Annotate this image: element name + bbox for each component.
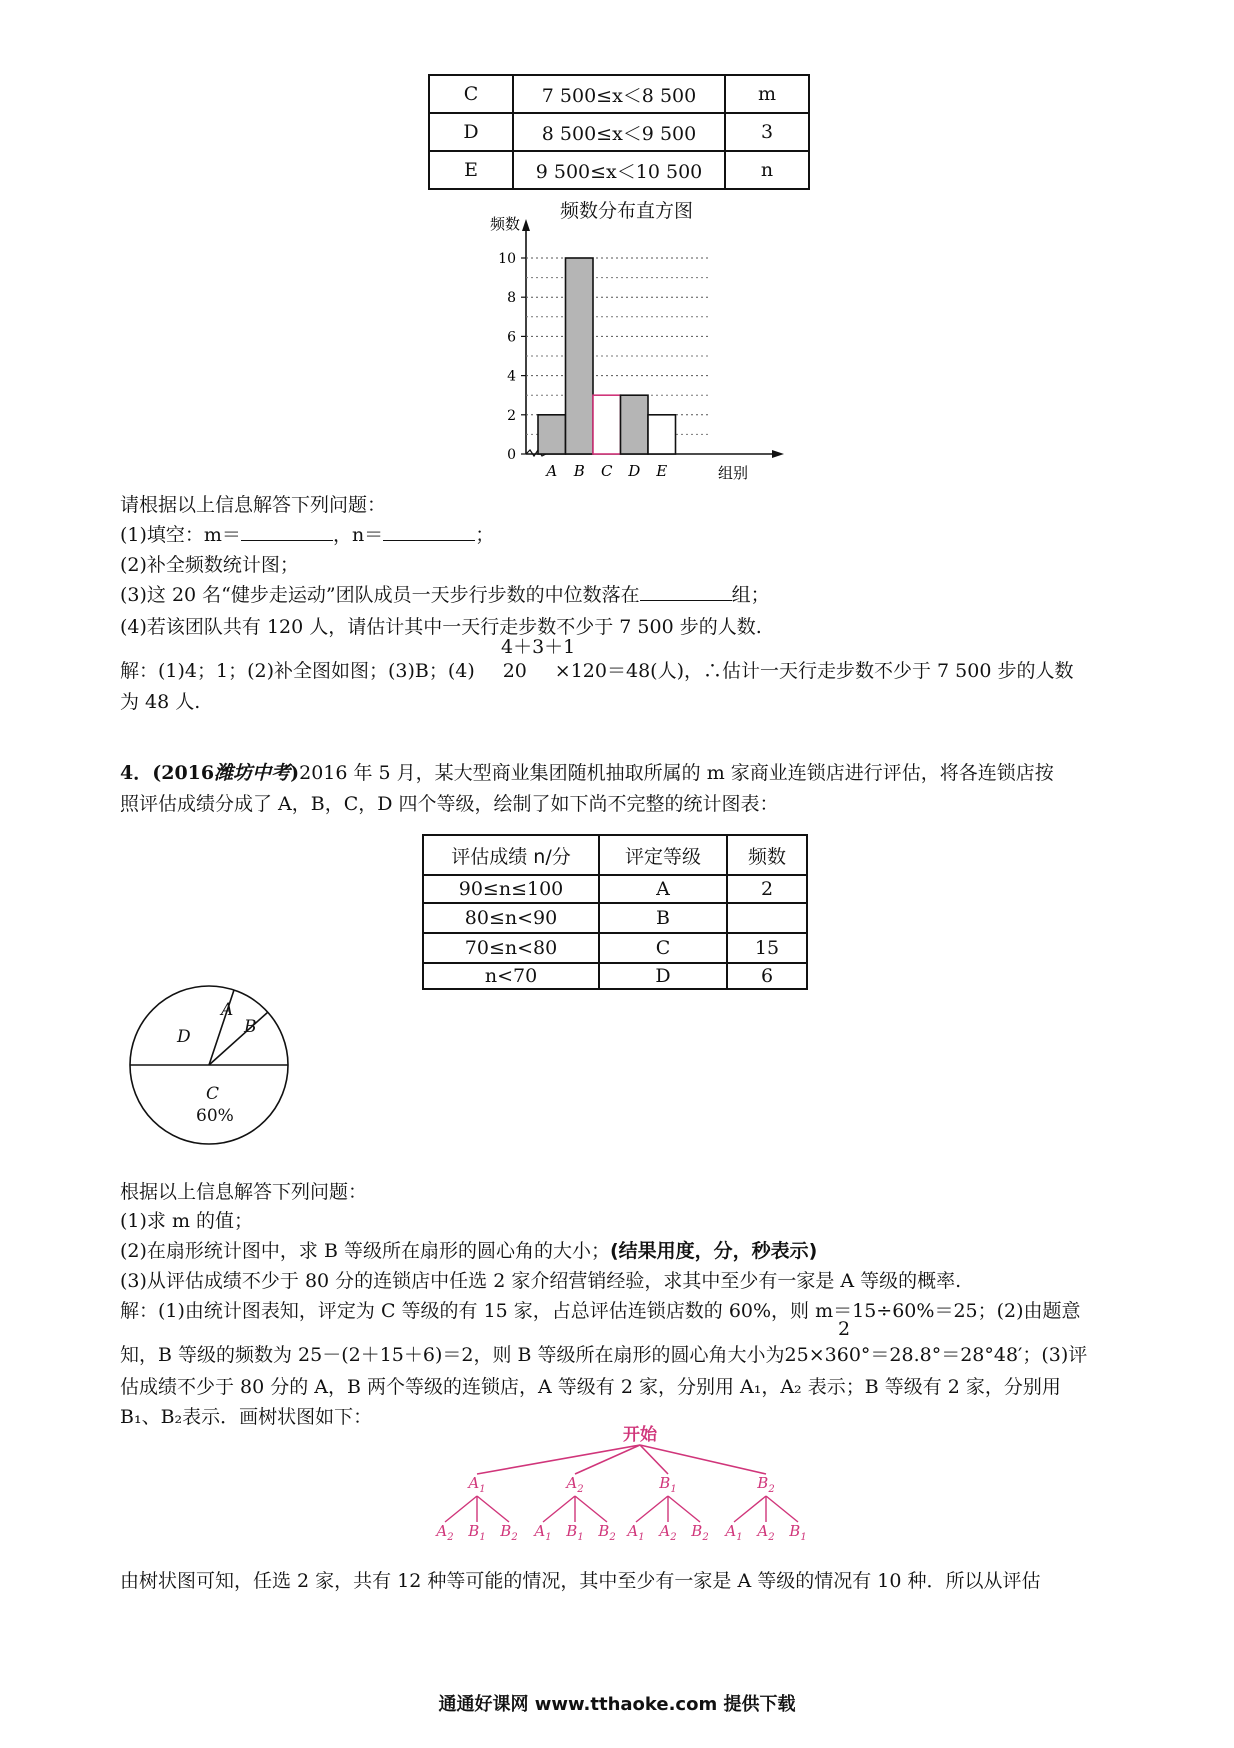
table-cell — [727, 903, 807, 933]
question-number: 4． — [120, 762, 153, 784]
question-4-line-2: 照评估成绩分成了 A，B，C，D 四个等级，绘制了如下尚不完整的统计图表： — [120, 793, 779, 815]
tree-branch — [543, 1496, 575, 1522]
pie-label-b: B — [244, 1017, 257, 1037]
y-tick-label: 2 — [507, 407, 516, 424]
tree-node: $B_1$ — [659, 1474, 677, 1495]
question-text: ，n＝ — [332, 524, 384, 546]
bar-c — [593, 395, 621, 454]
table-cell: n<70 — [423, 963, 599, 989]
table-header: 评定等级 — [599, 835, 727, 875]
table-row — [423, 903, 807, 933]
y-tick-label: 10 — [498, 251, 516, 267]
question-4-line-1 — [120, 758, 1054, 785]
table-header-row — [423, 835, 807, 875]
table-cell: 2 — [727, 875, 807, 903]
fraction-denominator: 25 — [784, 1344, 809, 1366]
tree-branch — [477, 1445, 640, 1474]
tree-leaf: $A_1$ — [725, 1522, 743, 1543]
question-part-3 — [120, 580, 770, 607]
answer-line-end: 为 48 人. — [120, 691, 201, 713]
answer-text: ×120＝48(人)，∴估计一天行走步数不少于 7 500 步的人数 — [554, 660, 1074, 682]
tree-leaf: $A_2$ — [436, 1522, 454, 1543]
question-part-4: (4)若该团队共有 120 人，请估计其中一天行走步数不少于 7 500 步的人数. — [120, 616, 762, 638]
answer-blank-n — [383, 522, 475, 541]
histogram-title: 频数分布直方图 — [560, 200, 694, 222]
y-tick-label: 8 — [507, 290, 516, 307]
table-cell: C — [599, 933, 727, 963]
y-tick-label: 6 — [507, 329, 516, 346]
solution-line-5: 由树状图可知，任选 2 家，共有 12 种等可能的情况，其中至少有一家是 A 等级的情况有 10 种．所以从评估 — [120, 1570, 1041, 1592]
bar-e — [648, 415, 676, 454]
question-part-3: (3)从评估成绩不少于 80 分的连锁店中任选 2 家介绍营销经验，求其中至少有一家是 A 等级的概率. — [120, 1270, 962, 1292]
question-text: ； — [475, 524, 495, 546]
solution-line-3: 估成绩不少于 80 分的 A，B 两个等级的连锁店，A 等级有 2 家，分别用 A₁，A₂ 表示；B 等级有 2 家，分别用 — [120, 1376, 1061, 1398]
table-row — [429, 113, 809, 151]
y-axis-label: 频数 — [489, 215, 520, 233]
tree-leaf: $A_1$ — [627, 1522, 645, 1543]
tree-branch — [668, 1496, 700, 1522]
question-source: (2016 — [152, 762, 215, 784]
fraction-numerator: 2 — [838, 1318, 851, 1340]
table-row — [423, 963, 807, 989]
pie-label-c: C — [206, 1084, 220, 1104]
histogram-chart — [450, 215, 800, 485]
question-text: (1)填空：m＝ — [120, 524, 241, 546]
pie-label-c-percent: 60% — [196, 1106, 234, 1126]
question-text: (2)在扇形统计图中，求 B 等级所在扇形的圆心角的大小； — [120, 1240, 610, 1262]
table-cell: 7 500≤x＜8 500 — [513, 75, 725, 113]
fraction-numerator: 4＋3＋1 — [501, 636, 576, 658]
tree-branch — [640, 1445, 668, 1474]
tree-node: $A_2$ — [566, 1474, 584, 1495]
tree-node: $B_2$ — [757, 1474, 775, 1495]
tree-branch — [766, 1496, 798, 1522]
table-row — [429, 75, 809, 113]
table-cell: E — [429, 151, 513, 189]
table-cell: 15 — [727, 933, 807, 963]
x-tick-label: B — [573, 462, 585, 480]
tree-leaf: $A_2$ — [757, 1522, 775, 1543]
table-cell: n — [725, 151, 809, 189]
tree-node: $A_1$ — [468, 1474, 486, 1495]
table-row — [429, 151, 809, 189]
table-cell: B — [599, 903, 727, 933]
tree-diagram — [436, 1418, 840, 1548]
x-tick-label: A — [546, 462, 558, 480]
question-source-end: ) — [290, 762, 300, 784]
table-cell: 6 — [727, 963, 807, 989]
pie-label-d: D — [177, 1027, 191, 1047]
question-text: (3)这 20 名“健步走运动”团队成员一天步行步数的中位数落在 — [120, 584, 640, 606]
x-axis-arrow — [772, 450, 784, 458]
tree-leaf: $B_2$ — [691, 1522, 709, 1543]
question-intro: 请根据以上信息解答下列问题： — [120, 494, 387, 516]
table-cell: m — [725, 75, 809, 113]
question-source-city: 潍坊中考 — [214, 762, 291, 784]
tree-leaf: $B_1$ — [566, 1522, 584, 1543]
table-cell: A — [599, 875, 727, 903]
tree-leaf: $B_2$ — [598, 1522, 616, 1543]
answer-blank-group — [640, 582, 732, 601]
solution-line-4: B₁、B₂表示．画树状图如下： — [120, 1406, 373, 1428]
question-text: 组； — [731, 584, 770, 606]
tree-branch — [477, 1496, 509, 1522]
pie-label-a: A — [221, 1000, 234, 1020]
tree-branch — [575, 1445, 640, 1474]
x-axis-label: 组别 — [718, 464, 749, 482]
solution-line-1: 解：(1)由统计图表知，评定为 C 等级的有 15 家，占总评估连锁店数的 60%，则 m＝15÷60%＝25；(2)由题意 — [120, 1300, 1081, 1322]
question-part-1: (1)求 m 的值； — [120, 1210, 254, 1232]
table-cell: 70≤n<80 — [423, 933, 599, 963]
step-count-table — [428, 74, 810, 190]
table-cell: C — [429, 75, 513, 113]
x-tick-label: E — [656, 462, 668, 480]
question-part-2: (2)补全频数统计图； — [120, 554, 299, 576]
table-cell: 9 500≤x＜10 500 — [513, 151, 725, 189]
table-cell: 80≤n<90 — [423, 903, 599, 933]
score-table — [422, 834, 808, 990]
table-cell: 3 — [725, 113, 809, 151]
tree-leaf: $B_1$ — [789, 1522, 807, 1543]
y-tick-label: 0 — [507, 447, 516, 463]
table-header: 频数 — [727, 835, 807, 875]
question-text: 2016 年 5 月，某大型商业集团随机抽取所属的 m 家商业连锁店进行评估，将各连锁店按 — [299, 762, 1054, 784]
tree-branch — [445, 1496, 477, 1522]
tree-branch — [636, 1496, 668, 1522]
answer-line — [120, 656, 1073, 683]
question-note: (结果用度，分，秒表示) — [609, 1240, 818, 1262]
tree-leaf: $B_2$ — [500, 1522, 518, 1543]
solution-line-2 — [120, 1340, 1087, 1367]
tree-branch — [575, 1496, 607, 1522]
tree-branch — [640, 1445, 766, 1474]
table-cell: D — [429, 113, 513, 151]
bar-a — [538, 415, 566, 454]
answer-blank-m — [241, 522, 333, 541]
question-intro: 根据以上信息解答下列问题： — [120, 1181, 368, 1203]
solution-text: ×360°＝28.8°＝28°48′；(3)评 — [808, 1344, 1088, 1366]
table-cell: D — [599, 963, 727, 989]
question-part-1 — [120, 520, 494, 547]
table-row — [423, 933, 807, 963]
x-tick-label: C — [601, 462, 613, 480]
tree-leaf: $A_2$ — [659, 1522, 677, 1543]
tree-root: 开始 — [623, 1425, 657, 1445]
bar-d — [621, 395, 649, 454]
tree-branch — [734, 1496, 766, 1522]
answer-text: 解：(1)4；1；(2)补全图如图；(3)B；(4) — [120, 660, 475, 682]
tree-leaf: $B_1$ — [468, 1522, 486, 1543]
question-part-2 — [120, 1236, 817, 1263]
bar-b — [566, 258, 594, 454]
table-header: 评估成绩 n/分 — [423, 835, 599, 875]
y-tick-label: 4 — [507, 368, 516, 385]
tree-leaf: $A_1$ — [534, 1522, 552, 1543]
table-cell: 90≤n≤100 — [423, 875, 599, 903]
solution-text: 知，B 等级的频数为 25－(2＋15＋6)＝2，则 B 等级所在扇形的圆心角大小为 — [120, 1344, 785, 1366]
y-axis-arrow — [522, 219, 530, 231]
table-row — [423, 875, 807, 903]
table-cell: 8 500≤x＜9 500 — [513, 113, 725, 151]
fraction-denominator: 20 — [502, 660, 527, 682]
x-tick-label: D — [628, 462, 641, 480]
footer-credit: 通通好课网 www.tthaoke.com 提供下载 — [438, 1694, 796, 1715]
